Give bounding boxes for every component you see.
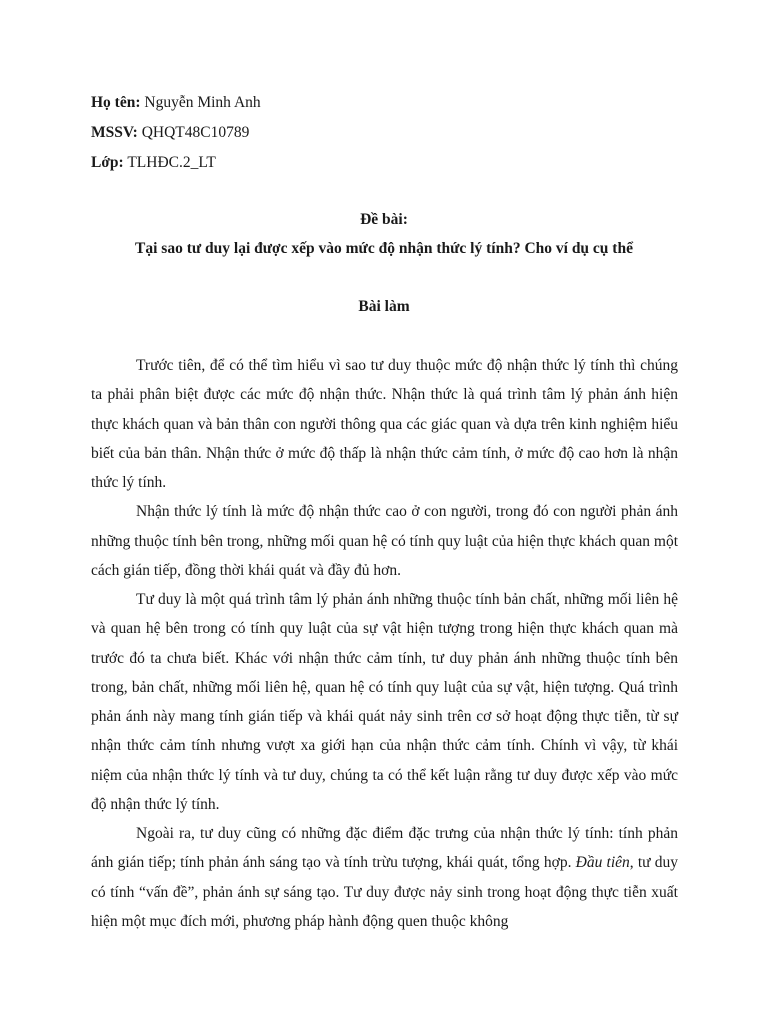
class-value: TLHĐC.2_LT [127, 154, 216, 171]
assignment-heading: Đề bài: [360, 211, 408, 228]
class-line [91, 153, 216, 173]
student-id-label: MSSV: [91, 124, 138, 141]
paragraph-1: Trước tiên, để có thể tìm hiểu vì sao tư duy thuộc mức độ nhận thức lý tính thì chúng ta phải phân biệt được các mức độ nhận thức. Nhận thức là quá trình tâm lý phản ánh hiện thực khách quan và bản thân con người thông qua các giác quan và dựa trên kinh nghiệm hiểu biết của bản thân. Nhận thức ở mức độ thấp là nhận thức cảm tính, ở mức độ cao hơn là nhận thức lý tính. [91, 357, 678, 491]
paragraph-4-part-1: Ngoài ra, tư duy cũng có những đặc điểm đặc trưng của nhận thức lý tính: tính phản ánh gián tiếp; tính phản ánh sáng tạo và tính trừu tượng, khái quát, tổng hợp. [91, 825, 678, 872]
student-id-value: QHQT48C10789 [141, 124, 250, 141]
paragraph-4-part-2: , tư duy có tính “vấn đề”, phản ánh sự sáng tạo. Tư duy được nảy sinh trong hoạt động thực tiễn xuất hiện một mục đích mới, phương pháp hành động quen thuộc không [91, 854, 678, 930]
assignment-question: Tại sao tư duy lại được xếp vào mức độ nhận thức lý tính? Cho ví dụ cụ thể [135, 240, 633, 257]
paragraph-4 [91, 819, 678, 936]
class-label: Lớp: [91, 154, 124, 171]
answer-body [91, 351, 678, 936]
student-name-line [91, 93, 261, 113]
answer-heading: Bài làm [358, 298, 410, 315]
student-id-line [91, 123, 249, 143]
name-label: Họ tên: [91, 94, 141, 111]
name-value: Nguyễn Minh Anh [144, 94, 261, 111]
paragraph-4-emphasis: Đầu tiên [575, 854, 630, 872]
paragraph-2: Nhận thức lý tính là mức độ nhận thức cao ở con người, trong đó con người phản ánh những thuộc tính bên trong, những mối quan hệ có tính quy luật của hiện thực khách quan một cách gián tiếp, đồng thời khái quát và đầy đủ hơn. [91, 503, 678, 579]
paragraph-3: Tư duy là một quá trình tâm lý phản ánh những thuộc tính bản chất, những mối liên hệ và quan hệ bên trong có tính quy luật của sự vật hiện tượng trong hiện thực khách quan mà trước đó ta chưa biết. Khác với nhận thức cảm tính, tư duy phản ánh những thuộc tính bên trong, bản chất, những mối liên hệ, quan hệ có tính quy luật của sự vật, hiện tượng. Quá trình phản ánh này mang tính gián tiếp và khái quát nảy sinh trên cơ sở hoạt động thực tiễn, từ sự nhận thức cảm tính nhưng vượt xa giới hạn của nhận thức cảm tính. Chính vì vậy, từ khái niệm của nhận thức lý tính và tư duy, chúng ta có thể kết luận rằng tư duy được xếp vào mức độ nhận thức lý tính. [91, 591, 678, 813]
